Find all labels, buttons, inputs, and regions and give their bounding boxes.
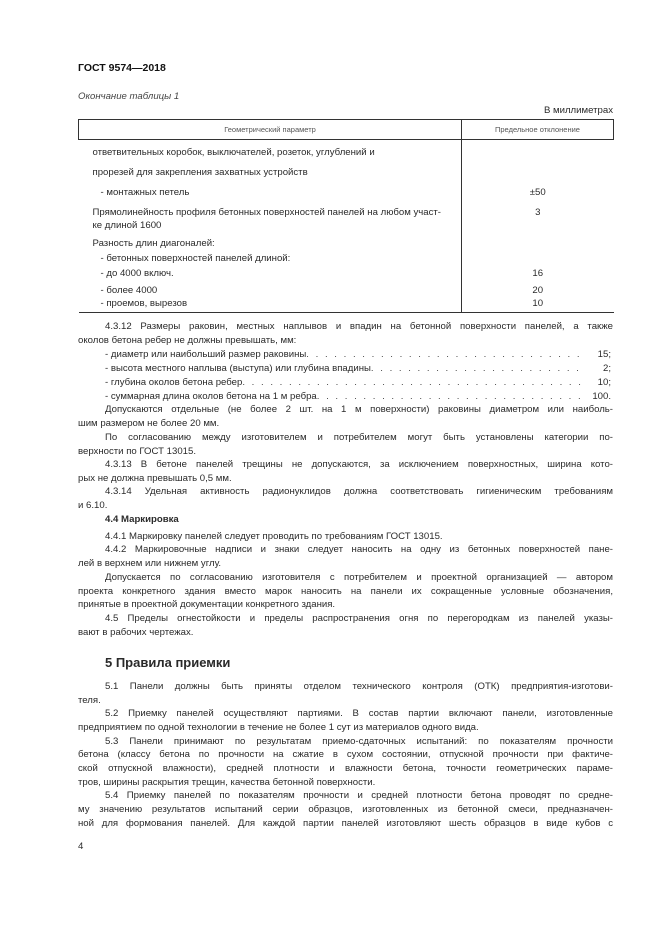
table-row: - до 4000 включ. 16 xyxy=(79,265,614,280)
table-row: - более 4000 20 xyxy=(79,280,614,297)
table-row: Разность длин диагоналей: xyxy=(79,232,614,250)
paragraph-line: бетона (классу бетона по прочности на сжатие в сухом состоянии, отпускной прочности при фактиче- xyxy=(78,749,613,760)
paragraph-line: предприятием по одной технологии в течение не более 1 сут из материалов одного вида. xyxy=(78,722,479,733)
paragraph-line: теля. xyxy=(78,695,101,706)
paragraph-line: принятые в проектной документации конкретного здания. xyxy=(78,599,336,610)
paragraph-line: 5.1 Панели должны быть приняты отделом технического контроля (ОТК) предприятия-изготови- xyxy=(105,681,613,692)
paragraph-line: ской отпускной влажности), средней плотности и влажности бетона, точности геометрических параме- xyxy=(78,763,613,774)
column-header: Геометрический параметр xyxy=(79,120,462,140)
limit-item: - суммарная длина околов бетона на 1 м ребра . . . 100. xyxy=(105,391,613,402)
paragraph-line: 5.4 Приемку панелей по показателям прочности и средней плотности бетона проводят по средне- xyxy=(105,790,613,801)
chapter-heading: 5 Правила приемки xyxy=(105,655,231,670)
table-row: ке длиной 1600 xyxy=(79,219,614,232)
paragraph-line: му значению результатов испытаний серии образцов, изготовленных из бетонной смеси, предназначен- xyxy=(78,804,613,815)
paragraph-line: верхности по ГОСТ 13015. xyxy=(78,446,196,457)
table-units: В миллиметрах xyxy=(543,105,613,116)
page-number: 4 xyxy=(78,841,84,852)
paragraph-line: шим размером не более 20 мм. xyxy=(78,418,220,429)
table-row: - монтажных петель ±50 xyxy=(79,180,614,200)
paragraph-line: 4.5 Пределы огнестойкости и пределы распространения огня по перегородкам из панелей указы- xyxy=(105,613,613,624)
paragraph-line: и 6.10. xyxy=(78,500,108,511)
table-caption: Окончание таблицы 1 xyxy=(78,91,180,102)
limit-item: - диаметр или наибольший размер раковины . . . 15; xyxy=(105,349,613,360)
limit-item: - высота местного наплыва (выступа) или глубина впадины . . . 2; xyxy=(105,363,613,374)
paragraph-line: проекта конкретного здания вместо марок наносить на панели их сокращенные условные обозначения, xyxy=(78,586,613,597)
paragraph-line: околов бетона ребер не должны превышать, мм: xyxy=(78,335,297,346)
paragraph-line: По согласованию между изготовителем и потребителем могут быть установлены категории по- xyxy=(105,432,613,443)
column-header: Предельное отклонение xyxy=(462,120,614,140)
paragraph-line: лей в верхнем или нижнем углу. xyxy=(78,558,222,569)
paragraph-line: 4.4.1 Маркировку панелей следует проводить по требованиям ГОСТ 13015. xyxy=(105,531,443,542)
tolerance-table xyxy=(78,119,614,313)
paragraph-line: Допускаются отдельные (не более 2 шт. на 1 м поверхности) раковины диаметром или наиболь- xyxy=(105,404,613,415)
paragraph-line: 4.4.2 Маркировочные надписи и знаки следует наносить на одну из бетонных поверхностей пане- xyxy=(105,544,613,555)
section-heading: 4.4 Маркировка xyxy=(105,514,179,525)
table-row: ответвительных коробок, выключателей, розеток, углублений и xyxy=(79,140,614,161)
table-row: прорезей для закрепления захватных устройств xyxy=(79,160,614,180)
table-row: - бетонных поверхностей панелей длиной: xyxy=(79,250,614,265)
table-row: Прямолинейность профиля бетонных поверхностей панелей на любом участ- 3 xyxy=(79,200,614,219)
paragraph-line: 5.2 Приемку панелей осуществляют партиями. В состав партии включают панели, изготовленные xyxy=(105,708,613,719)
document-header: ГОСТ 9574—2018 xyxy=(78,62,166,74)
paragraph-line: Допускается по согласованию изготовителя с потребителем и проектной организацией — автором xyxy=(105,572,613,583)
paragraph-line: рых не должна превышать 0,5 мм. xyxy=(78,473,232,484)
paragraph-line: 4.3.12 Размеры раковин, местных наплывов и впадин на бетонной поверхности панелей, а также xyxy=(105,321,613,332)
paragraph-line: ной для формования панелей. Для каждой партии панелей изготовляют шесть образцов в виде кубов с xyxy=(78,818,613,829)
paragraph-line: 5.3 Панели принимают по результатам приемо-сдаточных испытаний: по показателям прочности xyxy=(105,736,613,747)
limit-item: - глубина околов бетона ребер . . . 10; xyxy=(105,377,613,388)
table-row: - проемов, вырезов 10 xyxy=(79,297,614,313)
paragraph-line: 4.3.14 Удельная активность радионуклидов должна соответствовать гигиеническим требованиям xyxy=(105,486,613,497)
paragraph-line: вают в рабочих чертежах. xyxy=(78,627,194,638)
paragraph-line: тров, ширины раскрытия трещин, качества бетонной поверхности. xyxy=(78,777,376,788)
paragraph-line: 4.3.13 В бетоне панелей трещины не допускаются, за исключением поверхностных, ширина кото- xyxy=(105,459,613,470)
